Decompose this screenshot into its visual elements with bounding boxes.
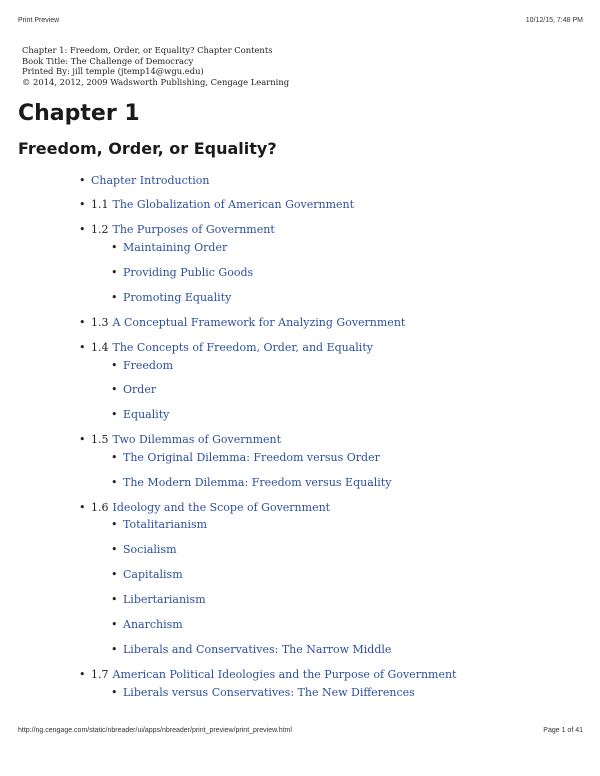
toc-item <box>79 668 457 682</box>
bullet-icon: • <box>111 686 118 699</box>
bullet-icon: • <box>111 408 118 421</box>
toc-link[interactable]: The Modern Dilemma: Freedom versus Equality <box>123 476 392 489</box>
bullet-icon: • <box>111 451 118 464</box>
bullet-icon: • <box>111 518 118 531</box>
toc-link[interactable]: Chapter Introduction <box>91 174 210 187</box>
toc-subitem <box>111 359 174 373</box>
toc-item <box>79 198 355 212</box>
toc-link[interactable]: Libertarianism <box>123 593 206 606</box>
section-number: 1.5 <box>91 433 109 446</box>
toc-subitem <box>111 291 232 305</box>
toc-link[interactable]: Capitalism <box>123 568 183 581</box>
bullet-icon: • <box>111 359 118 372</box>
section-number: 1.4 <box>91 341 109 354</box>
toc-subitem <box>111 383 157 397</box>
toc-link[interactable]: The Original Dilemma: Freedom versus Order <box>123 451 380 464</box>
bullet-icon: • <box>111 593 118 606</box>
meta-book-title: Book Title: The Challenge of Democracy <box>22 55 194 66</box>
toc-link[interactable]: The Concepts of Freedom, Order, and Equality <box>112 341 373 354</box>
toc-link[interactable]: Anarchism <box>123 618 183 631</box>
toc-item <box>79 174 210 188</box>
bullet-icon: • <box>111 291 118 304</box>
toc-subitem <box>111 518 208 532</box>
toc-link[interactable]: Liberals versus Conservatives: The New Differences <box>123 686 415 699</box>
toc-link[interactable]: A Conceptual Framework for Analyzing Government <box>112 316 406 329</box>
toc-subitem <box>111 543 177 557</box>
chapter-number-heading: Chapter 1 <box>18 101 140 126</box>
bullet-icon: • <box>111 568 118 581</box>
print-timestamp: 10/12/15, 7:48 PM <box>525 17 583 24</box>
section-number: 1.2 <box>91 223 109 236</box>
bullet-icon: • <box>111 241 118 254</box>
toc-link[interactable]: Totalitarianism <box>123 518 208 531</box>
toc-link[interactable]: Maintaining Order <box>123 241 228 254</box>
bullet-icon: • <box>79 668 86 681</box>
bullet-icon: • <box>111 266 118 279</box>
toc-link[interactable]: Socialism <box>123 543 177 556</box>
toc-link[interactable]: Freedom <box>123 359 174 372</box>
bullet-icon: • <box>79 433 86 446</box>
toc-link[interactable]: Providing Public Goods <box>123 266 254 279</box>
meta-copyright: © 2014, 2012, 2009 Wadsworth Publishing, Cengage Learning <box>22 76 290 87</box>
bullet-icon: • <box>111 543 118 556</box>
toc-link[interactable]: Order <box>123 383 157 396</box>
toc-subitem <box>111 266 254 280</box>
toc-item <box>79 341 373 355</box>
section-number: 1.7 <box>91 668 109 681</box>
toc-item <box>79 223 275 237</box>
toc-link[interactable]: Ideology and the Scope of Government <box>112 501 331 514</box>
toc-link[interactable]: Promoting Equality <box>123 291 232 304</box>
bullet-icon: • <box>79 501 86 514</box>
toc-subitem <box>111 593 206 607</box>
print-footer <box>18 727 583 734</box>
page-url: http://ng.cengage.com/static/nbreader/ui/apps/nbreader/print_preview/print_preview.html <box>18 727 292 734</box>
section-number: 1.6 <box>91 501 109 514</box>
toc-link[interactable]: Liberals and Conservatives: The Narrow Middle <box>123 643 392 656</box>
bullet-icon: • <box>79 316 86 329</box>
toc-link[interactable]: Equality <box>123 408 170 421</box>
print-preview-label: Print Preview <box>18 17 60 24</box>
toc-link[interactable]: The Purposes of Government <box>112 223 275 236</box>
bullet-icon: • <box>79 223 86 236</box>
bullet-icon: • <box>111 643 118 656</box>
chapter-title-heading: Freedom, Order, or Equality? <box>18 139 277 158</box>
meta-printed-by: Printed By: jill temple (jtemp14@wgu.edu) <box>22 66 204 76</box>
toc-subitem <box>111 643 392 657</box>
toc-subitem <box>111 568 183 582</box>
bullet-icon: • <box>79 198 86 211</box>
meta-chapter-contents: Chapter 1: Freedom, Order, or Equality? Chapter Contents <box>22 45 273 55</box>
toc-item <box>79 501 331 515</box>
bullet-icon: • <box>111 383 118 396</box>
bullet-icon: • <box>111 618 118 631</box>
toc-link[interactable]: The Globalization of American Government <box>112 198 355 211</box>
bullet-icon: • <box>79 174 86 187</box>
section-number: 1.3 <box>91 316 109 329</box>
bullet-icon: • <box>111 476 118 489</box>
toc-link[interactable]: American Political Ideologies and the Purpose of Government <box>112 668 457 681</box>
toc-item <box>79 433 282 447</box>
bullet-icon: • <box>79 341 86 354</box>
page-indicator: Page 1 of 41 <box>543 727 583 734</box>
toc-subitem <box>111 451 380 465</box>
toc-link[interactable]: Two Dilemmas of Government <box>112 433 282 446</box>
toc-subitem <box>111 618 183 632</box>
toc-item <box>79 316 406 330</box>
toc-subitem <box>111 686 415 700</box>
toc-subitem <box>111 241 228 255</box>
toc-subitem <box>111 476 392 490</box>
toc-subitem <box>111 408 170 422</box>
section-number: 1.1 <box>91 198 109 211</box>
